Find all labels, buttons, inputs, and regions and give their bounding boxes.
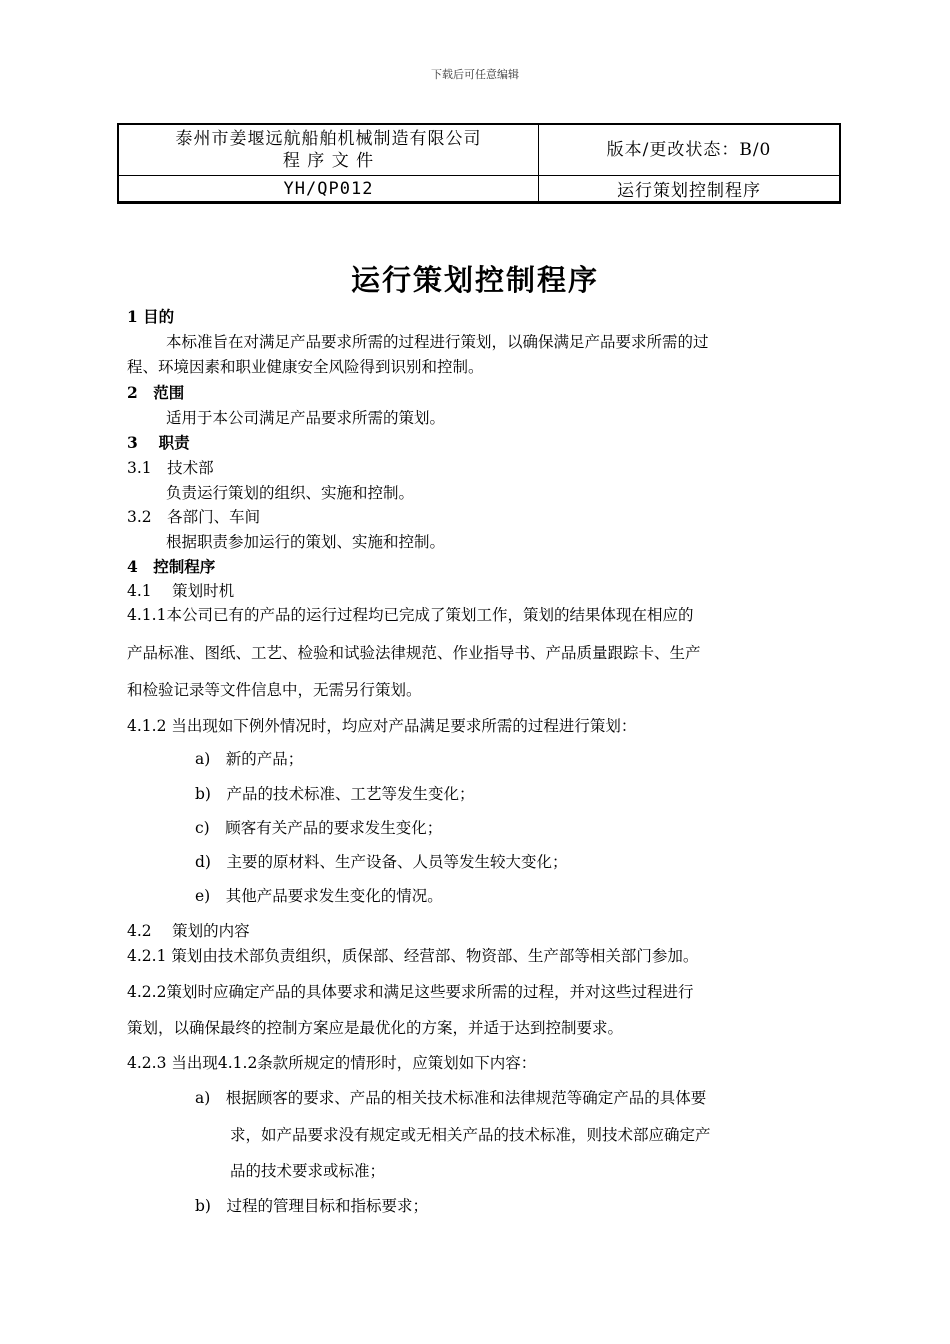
procedure-name: 运行策划控制程序 bbox=[539, 176, 841, 203]
paragraph-line: 4.2.3 当出现4.1.2条款所规定的情形时，应策划如下内容： bbox=[127, 1054, 537, 1072]
header-divider bbox=[117, 203, 841, 204]
doc-type: 程 序 文 件 bbox=[282, 151, 375, 171]
section-heading: 2 范围 bbox=[127, 383, 185, 402]
section-heading: 3 职责 bbox=[127, 433, 190, 452]
paragraph-line: 负责运行策划的组织、实施和控制。 bbox=[166, 484, 415, 502]
document-code: YH/QP012 bbox=[118, 176, 539, 203]
paragraph-line: 4.2.2策划时应确定产品的具体要求和满足这些要求所需的过程，并对这些过程进行 bbox=[127, 983, 694, 1001]
paragraph-line: 根据职责参加运行的策划、实施和控制。 bbox=[166, 533, 446, 551]
list-item: b) 产品的技术标准、工艺等发生变化； bbox=[195, 785, 475, 803]
section-heading: 1 目的 bbox=[127, 307, 175, 326]
list-item: e) 其他产品要求发生变化的情况。 bbox=[195, 887, 443, 905]
list-item: c) 顾客有关产品的要求发生变化； bbox=[195, 819, 443, 837]
paragraph-line: 本标准旨在对满足产品要求所需的过程进行策划，以确保满足产品要求所需的过 bbox=[166, 333, 709, 351]
subsection-heading: 4.1 策划时机 bbox=[127, 582, 235, 600]
list-item: d) 主要的原材料、生产设备、人员等发生较大变化； bbox=[195, 853, 568, 871]
list-item: a) 根据顾客的要求、产品的相关技术标准和法律规范等确定产品的具体要 bbox=[195, 1089, 707, 1107]
subsection-heading: 3.2 各部门、车间 bbox=[127, 508, 261, 526]
list-item: b) 过程的管理目标和指标要求； bbox=[195, 1197, 428, 1215]
paragraph-line: 4.2.1 策划由技术部负责组织，质保部、经营部、物资部、生产部等相关部门参加。 bbox=[127, 947, 699, 965]
subsection-heading: 3.1 技术部 bbox=[127, 459, 214, 477]
paragraph-line: 程、环境因素和职业健康安全风险得到识别和控制。 bbox=[127, 358, 484, 376]
version-status: 版本/更改状态：B/0 bbox=[539, 124, 841, 176]
company-cell bbox=[118, 124, 539, 176]
paragraph-line: 产品标准、图纸、工艺、检验和试验法律规范、作业指导书、产品质量跟踪卡、生产 bbox=[127, 644, 701, 662]
paragraph-line: 和检验记录等文件信息中，无需另行策划。 bbox=[127, 681, 422, 699]
paragraph-line: 4.1.2 当出现如下例外情况时，均应对产品满足要求所需的过程进行策划： bbox=[127, 717, 637, 735]
subsection-heading: 4.2 策划的内容 bbox=[127, 922, 250, 940]
paragraph-line: 策划，以确保最终的控制方案应是最优化的方案，并适于达到控制要求。 bbox=[127, 1019, 624, 1037]
paragraph-line: 4.1.1本公司已有的产品的运行过程均已完成了策划工作，策划的结果体现在相应的 bbox=[127, 606, 694, 624]
document-header-table bbox=[117, 123, 841, 203]
list-item: a) 新的产品； bbox=[195, 750, 304, 768]
page-title: 运行策划控制程序 bbox=[350, 263, 599, 297]
section-heading: 4 控制程序 bbox=[127, 557, 216, 576]
company-name: 泰州市姜堰远航船舶机械制造有限公司 bbox=[175, 129, 482, 149]
paragraph-line: 适用于本公司满足产品要求所需的策划。 bbox=[166, 409, 446, 427]
list-item-continuation: 求，如产品要求没有规定或无相关产品的技术标准，则技术部应确定产 bbox=[230, 1126, 711, 1144]
watermark-note: 下载后可任意编辑 bbox=[431, 68, 519, 81]
list-item-continuation: 品的技术要求或标准； bbox=[230, 1162, 386, 1180]
